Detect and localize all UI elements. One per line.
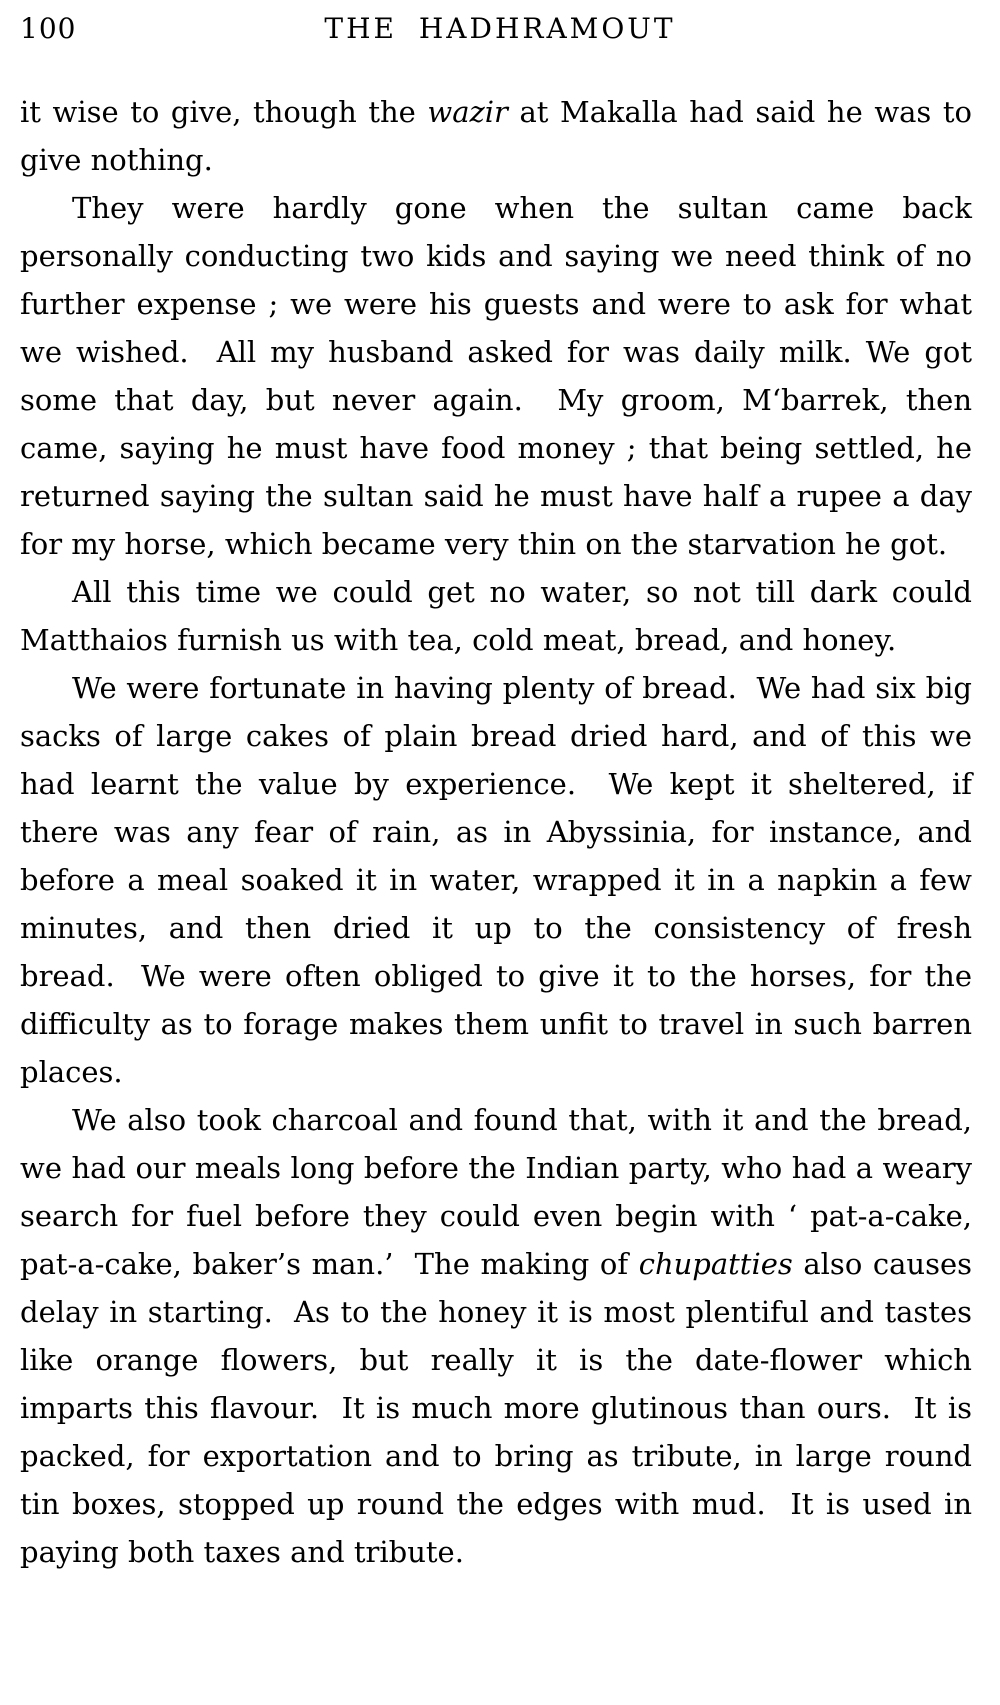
text-run: We also took charcoal and found that, with it and the bread, we had our meals long before the Indian party, who had a weary search for fuel before they could even begin with ‘ pat-a-cake, pat-a-cake, baker’s man.’ The making of <box>20 1103 972 1281</box>
paragraph <box>20 184 972 568</box>
text-run: All this time we could get no water, so not till dark could Matthaios furnish us with tea, cold meat, bread, and honey. <box>20 575 972 657</box>
italic-text-run: wazir <box>427 95 508 129</box>
text-run: it wise to give, though the <box>20 95 428 129</box>
paragraph <box>20 1096 972 1576</box>
italic-text-run: chupatties <box>638 1247 793 1281</box>
page-body <box>0 64 1000 1576</box>
page-number: 100 <box>20 12 77 45</box>
paragraph <box>20 88 972 184</box>
page-header <box>0 0 1000 64</box>
page-title: THE HADHRAMOUT <box>324 12 676 45</box>
text-run: at Makalla had said he was to give nothing. <box>20 95 972 177</box>
paragraph <box>20 664 972 1096</box>
text-run: We were fortunate in having plenty of bread. We had six big sacks of large cakes of plain bread dried hard, and of this we had learnt the value by experience. We kept it sheltered, if there was any fear of rain, as in Abyssinia, for instance, and before a meal soaked it in water, wrapped it in a napkin a few minutes, and then dried it up to the consistency of fresh bread. We were often obliged to give it to the horses, for the difficulty as to forage makes them unfit to travel in such barren places. <box>20 671 972 1089</box>
paragraph <box>20 568 972 664</box>
text-run: also causes delay in starting. As to the honey it is most plentiful and tastes like orange flowers, but really it is the date-flower which imparts this flavour. It is much more glutinous than ours. It is packed, for exportation and to bring as tribute, in large round tin boxes, stopped up round the edges with mud. It is used in paying both taxes and tribute. <box>20 1247 972 1569</box>
text-run: They were hardly gone when the sultan came back personally conducting two kids and saying we need think of no further expense ; we were his guests and were to ask for what we wished. All my husband asked for was daily milk. We got some that day, but never again. My groom, M‘barrek, then came, saying he must have food money ; that being settled, he returned saying the sultan said he must have half a rupee a day for my horse, which became very thin on the starvation he got. <box>20 191 972 561</box>
